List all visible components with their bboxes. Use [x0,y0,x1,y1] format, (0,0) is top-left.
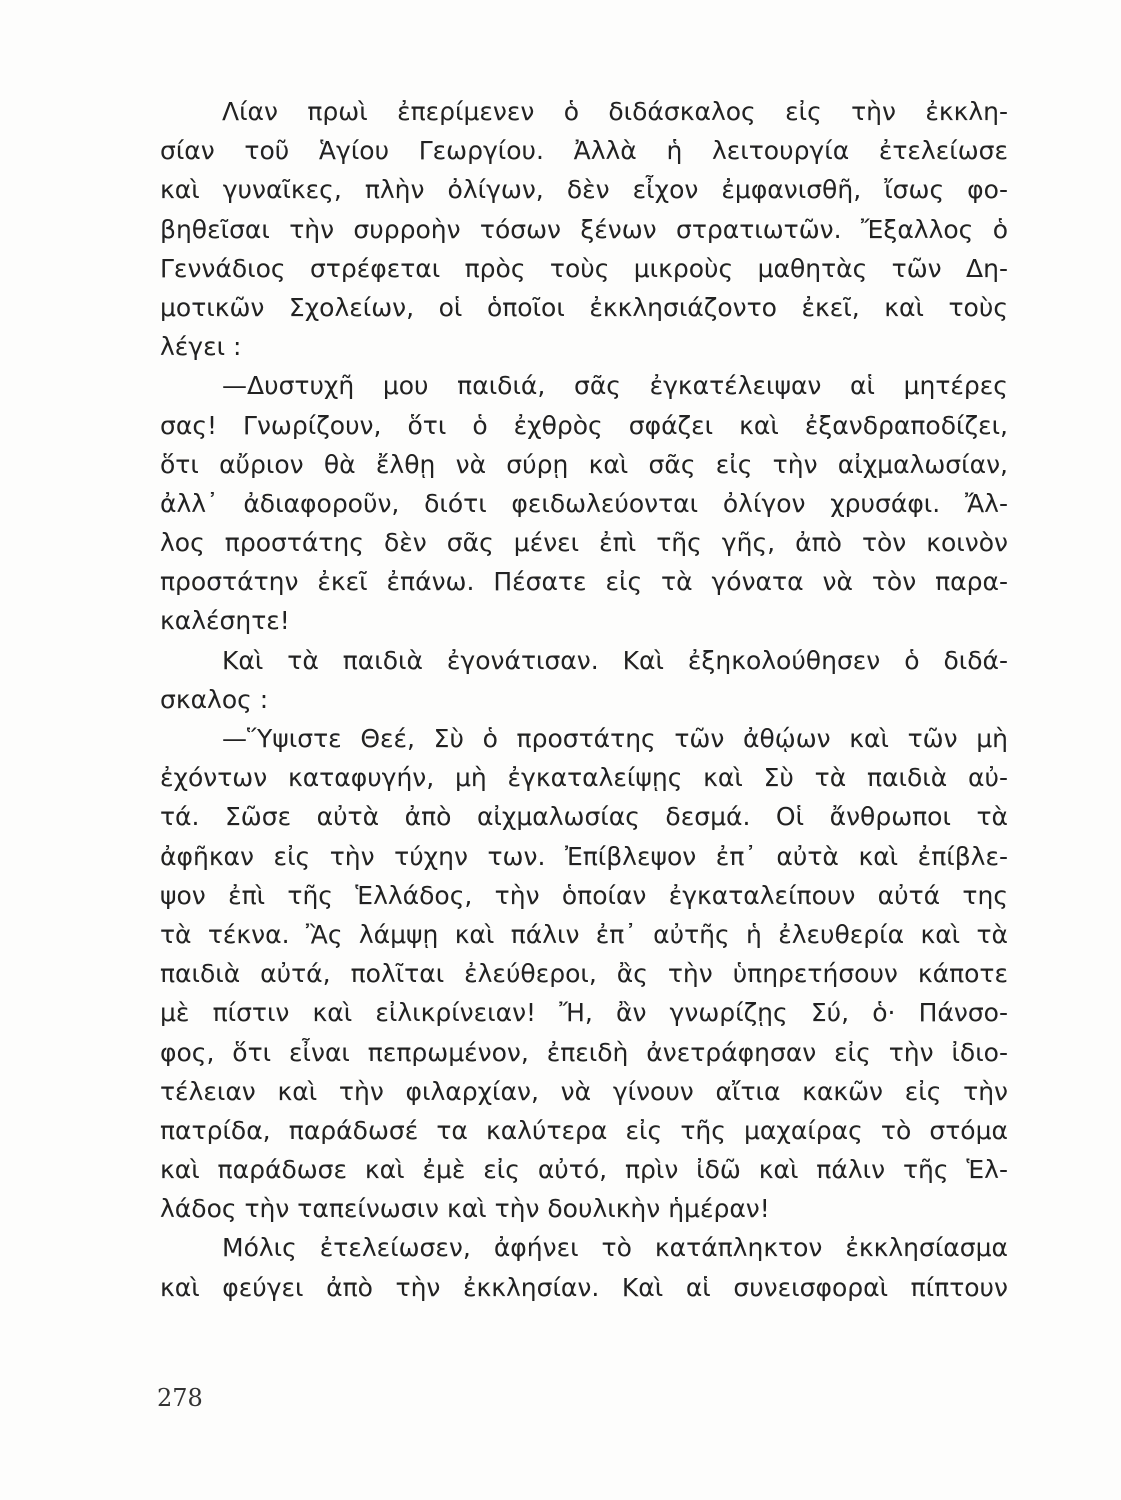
text-line: σας! Γνωρίζουν, ὅτι ὁ ἐχθρὸς σφάζει καὶ ἐξανδραποδίζει, [160,410,1008,440]
text-line: μὲ πίστιν καὶ εἰλικρίνειαν! Ἤ, ἂν γνωρίζῃς Σύ, ὁ· Πάνσο- [160,998,1008,1028]
page-number: 278 [157,1384,203,1412]
text-line: πατρίδα, παράδωσέ τα καλύτερα εἰς τῆς μαχαίρας τὸ στόμα [160,1115,1008,1145]
text-line: μοτικῶν Σχολείων, οἱ ὁποῖοι ἐκκλησιάζοντο ἐκεῖ, καὶ τοὺς [160,292,1008,322]
text-line: τά. Σῶσε αὐτὰ ἀπὸ αἰχμαλωσίας δεσμά. Οἱ ἄνθρωποι τὰ [160,802,1008,832]
text-line: ἀλλ᾽ ἀδιαφοροῦν, διότι φειδωλεύονται ὀλίγον χρυσάφι. Ἄλ- [160,488,1008,518]
text-line: σκαλος : [160,684,269,714]
text-line: ἀφῆκαν εἰς τὴν τύχην των. Ἐπίβλεψον ἐπ᾽ αὐτὰ καὶ ἐπίβλε- [160,841,1008,871]
text-line: λος προστάτης δὲν σᾶς μένει ἐπὶ τῆς γῆς, ἀπὸ τὸν κοινὸν [160,528,1008,558]
text-line: ὅτι αὔριον θὰ ἔλθῃ νὰ σύρῃ καὶ σᾶς εἰς τὴν αἰχμαλωσίαν, [160,449,1008,479]
text-line: Καὶ τὰ παιδιὰ ἐγονάτισαν. Καὶ ἐξηκολούθησεν ὁ διδά- [222,645,1008,675]
text-line: καὶ γυναῖκες, πλὴν ὀλίγων, δὲν εἶχον ἐμφανισθῆ, ἴσως φο- [160,175,1008,205]
text-line: Μόλις ἐτελείωσεν, ἀφήνει τὸ κατάπληκτον ἐκκλησίασμα [222,1233,1008,1263]
text-line: Λίαν πρωὶ ἐπερίμενεν ὁ διδάσκαλος εἰς τὴν ἐκκλη- [222,97,1008,126]
body-text [160,92,1008,1307]
text-line: καλέσητε! [160,606,290,636]
text-line: παιδιὰ αὐτά, πολῖται ἐλεύθεροι, ἂς τὴν ὑπηρετήσουν κάποτε [160,959,1008,989]
text-line: —Ὕψιστε Θεέ, Σὺ ὁ προστάτης τῶν ἀθῴων καὶ τῶν μὴ [222,724,1008,753]
text-line: σίαν τοῦ Ἁγίου Γεωργίου. Ἀλλὰ ἡ λειτουργία ἐτελείωσε [160,136,1008,166]
text-line: βηθεῖσαι τὴν συρροὴν τόσων ξένων στρατιωτῶν. Ἔξαλλος ὁ [160,214,1008,244]
text-line: Γεννάδιος στρέφεται πρὸς τοὺς μικροὺς μαθητὰς τῶν Δη- [160,253,1008,283]
text-line: ψον ἐπὶ τῆς Ἑλλάδος, τὴν ὁποίαν ἐγκαταλείπουν αὐτά της [160,880,1008,910]
text-line: λάδος τὴν ταπείνωσιν καὶ τὴν δουλικὴν ἡμέραν! [160,1194,770,1224]
text-line: λέγει : [160,332,242,362]
text-line: καὶ φεύγει ἀπὸ τὴν ἐκκλησίαν. Καὶ αἱ συνεισφοραὶ πίπτουν [160,1272,1008,1302]
text-line: φος, ὅτι εἶναι πεπρωμένον, ἐπειδὴ ἀνετράφησαν εἰς τὴν ἰδιο- [160,1037,1008,1067]
text-line: τὰ τέκνα. Ἂς λάμψῃ καὶ πάλιν ἐπ᾽ αὐτῆς ἡ ἐλευθερία καὶ τὰ [160,919,1008,949]
text-line: καὶ παράδωσε καὶ ἐμὲ εἰς αὐτό, πρὶν ἰδῶ καὶ πάλιν τῆς Ἑλ- [160,1155,1008,1185]
text-line: τέλειαν καὶ τὴν φιλαρχίαν, νὰ γίνουν αἴτια κακῶν εἰς τὴν [160,1076,1008,1106]
text-line: —Δυστυχῆ μου παιδιά, σᾶς ἐγκατέλειψαν αἱ μητέρες [222,371,1008,401]
text-line: προστάτην ἐκεῖ ἐπάνω. Πέσατε εἰς τὰ γόνατα νὰ τὸν παρα- [160,567,1008,597]
text-line: ἐχόντων καταφυγήν, μὴ ἐγκαταλείψῃς καὶ Σὺ τὰ παιδιὰ αὐ- [160,763,1008,793]
